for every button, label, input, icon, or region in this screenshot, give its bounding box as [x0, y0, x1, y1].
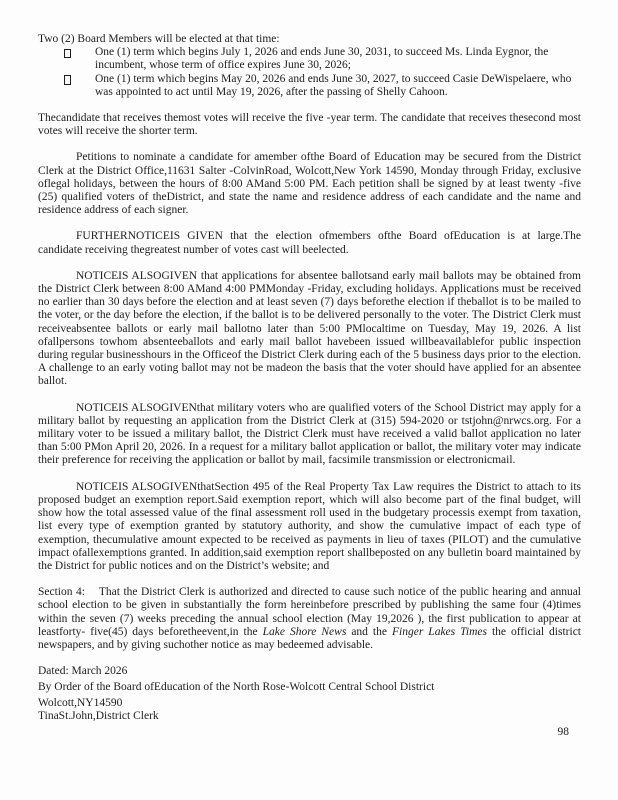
term-item: [38, 73, 581, 99]
bullet-box-icon: [64, 75, 71, 85]
section4-text: Section 4: That the District Clerk is authorized and directed to cause such notice of the public hearing and annual school election to be given in substantially the form hereinbefore prescribed by publishing the same four (4)times within the seven (7) weeks preceding the annual school election (May 19,2026 ), the first publication to appear at leastforty- five(45) days beforetheevent,in the: [38, 586, 581, 638]
term-item-text: One (1) term which begins July 1, 2026 and ends June 30, 2031, to succeed Ms. Linda Eygnor, the incumbent, whose term of office expires June 30, 2026;: [95, 46, 549, 72]
paragraph-candidate-votes: Thecandidate that receives themost votes will receive the five -year term. The candidate that receives thesecond most votes will receive the shorter term.: [38, 112, 581, 138]
paragraph-absentee-ballots: NOTICEIS ALSOGIVEN that applications for absentee ballotsand early mail ballots may be obtained from the District Clerk between 8:00 AMand 4:00 PMMonday -Friday, excluding holidays. Applications must be received no earlier than 30 days before the election and at least seven (7) days beforethe election if theballot is to be mailed to the voter, or the day before the election, if the ballot is to be delivered personally to the voter. The District Clerk must receiveabsentee ballots or early mail ballotno later than 5:00 PMlocaltime on Tuesday, May 19, 2026. A list ofallpersons towhom absenteeballots and early mail ballot havebeen issued willbeavailablefor public inspection during regular businesshours in the Officeof the District Clerk during each of the 5 business days prior to the election. A challenge to an early voting ballot may not be madeon the basis that the voter should have applied for an absentee ballot.: [38, 269, 581, 388]
term-item: [38, 46, 581, 72]
address-line: Wolcott,NY14590: [38, 696, 123, 709]
section4-text: the official district newspapers, and by giving suchother notice as may bedeemed advisable.: [38, 625, 581, 651]
by-order-line: By Order of the Board ofEducation of the North Rose-Wolcott Central School District: [38, 680, 435, 693]
term-list: [38, 46, 581, 99]
bullet-box-icon: [64, 49, 71, 59]
paragraph-election-terms-lead: Two (2) Board Members will be elected at that time:: [38, 33, 280, 45]
paragraph-further-notice: FURTHERNOTICEIS GIVEN that the election ofmembers ofthe Board ofEducation is at large.The candidate receiving thegreatest number of votes cast will beelected.: [38, 230, 581, 256]
paragraph-military-voters: NOTICEIS ALSOGIVENthat military voters who are qualified voters of the School District may apply for a military ballot by requesting an application from the District Clerk at (315) 594-2020 or tstjohn@nrwcs.org. For a military voter to be issued a military ballot, the District Clerk must have received a valid ballot application no later than 5:00 PMon April 20, 2026. In a request for a military ballot application or ballot, the military voter may indicate their preference for receiving the application or ballot by mail, facsimile transmission or electronicmail.: [38, 401, 581, 467]
paragraph-section-4: [38, 586, 581, 652]
page-number: 98: [557, 725, 569, 738]
dated-line: Dated: March 2026: [38, 665, 128, 678]
clerk-signature-line: TinaSt.John,District Clerk: [38, 709, 159, 722]
paragraph-exemption-report: NOTICEIS ALSOGIVENthatSection 495 of the Real Property Tax Law requires the District to attach to its proposed budget an exemption report.Said exemption report, which will also become part of the final budget, will show how the total assessed value of the final assessment roll used in the budgetary processis exempt from taxation, list every type of exemption granted by statutory authority, and show the cumulative impact of each type of exemption, thecumulative amount expected to be received as payments in lieu of taxes (PILOT) and the cumulative impact ofallexemptions granted. In addition,said exemption report shallbeposted on any bulletin board maintained by the District for public notices and on the District’s website; and: [38, 480, 581, 572]
newspaper-name-finger-lakes-times: Finger Lakes Times: [392, 625, 487, 638]
newspaper-name-lake-shore-news: Lake Shore News: [262, 625, 347, 638]
section4-text: and the: [346, 625, 392, 638]
paragraph-petitions: Petitions to nominate a candidate for amember ofthe Board of Education may be secured from the District Clerk at the District Office,11631 Salter -ColvinRoad, Wolcott,New York 14590, Monday through Friday, exclusive oflegal holidays, between the hours of 8:00 AMand 5:00 PM. Each petition shall be signed by at least twenty -five (25) qualified voters of theDistrict, and state the name and residence address of each candidate and the name and residence address of each signer.: [38, 151, 581, 217]
term-item-text: One (1) term which begins May 20, 2026 and ends June 30, 2027, to succeed Casie DeWispelaere, who was appointed to act until May 19, 2026, after the passing of Shelly Cahoon.: [95, 72, 572, 98]
